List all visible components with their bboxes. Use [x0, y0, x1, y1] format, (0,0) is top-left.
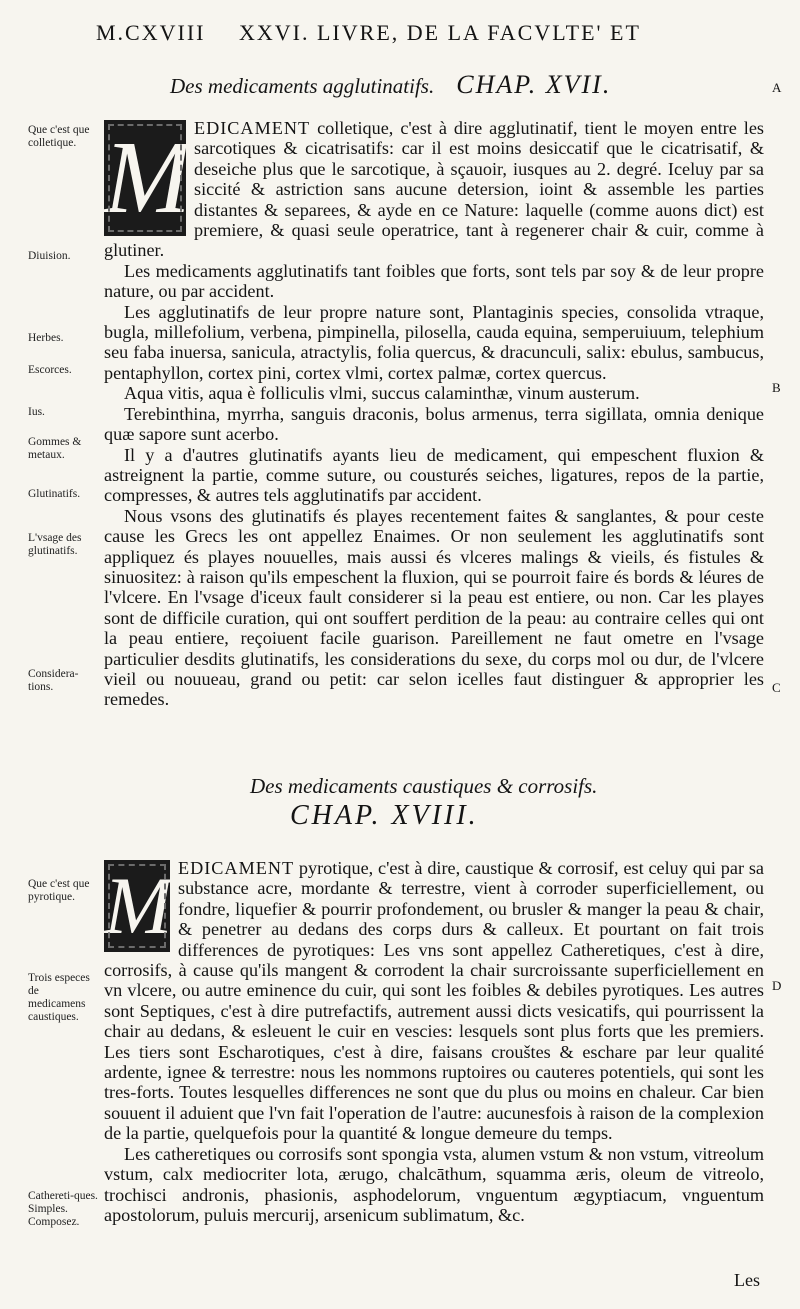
- initial-word-smallcaps: EDICAMENT: [194, 118, 311, 138]
- paragraph: [104, 858, 764, 1144]
- margin-note-considerations: Considera-tions.: [28, 668, 79, 693]
- margin-note-escorces: Escorces.: [28, 364, 72, 376]
- margin-note-pyrotique: Que c'est que pyrotique.: [28, 878, 90, 903]
- chapter-18-number: CHAP. XVIII.: [290, 800, 479, 831]
- paragraph: Nous vsons des glutinatifs és playes recentement faites & sanglantes, & pour ceste cause les Grecs les ont appellez Enaimes. Or non seulement les agglutinatifs sont appliquez és playes nouuelles, mais aussi és vlceres malings & vieils, és fistules & sinuositez: à raison qu'ils empeschent la fluxion, qui se pourroit faire és bords & léures de l'vlcere. En l'vsage d'iceux fault considerer si la peau est entiere, ou non. Car les playes sont de difficile curation, qui ont souffert perdition de la peau: au contraire celles qui ont la peau entiere, reçoiuent facile guarison. Pareillement ne faut ometre en l'vsage particulier desdits glutinatifs, les considerations du sexe, du corps mol ou dur, de l'vlcere vieil ou nouueau, grand ou petit: car selon icelles faut distinguer & approprier les remedes.: [104, 505, 764, 710]
- chapter-17-text: [104, 118, 764, 710]
- margin-note-vsage: L'vsage des glutinatifs.: [28, 532, 82, 557]
- chapter-18-text: [104, 858, 764, 1225]
- margin-note-catheretiques: Cathereti-ques. Simples. Composez.: [28, 1190, 98, 1228]
- chapter-17-number: CHAP. XVII.: [456, 70, 612, 99]
- decorated-initial-m: M: [104, 120, 191, 235]
- paragraph: Aqua vitis, aqua è folliculis vlmi, succus calaminthæ, vinum austerum.: [124, 383, 640, 404]
- running-title: XXVI. LIVRE, DE LA FACVLTE' ET: [239, 20, 641, 45]
- chapter-18-title: Des medicaments caustiques & corrosifs.: [250, 774, 598, 798]
- paragraph-text: pyrotique, c'est à dire, caustique & corrosif, est celuy qui par sa substance acre, mordante & terrestre, vient à corroder superficiellement, ou fondre, liquefier & pourrir profondement, ou brusler & manger la peau & chair, & penetrer au dedans des corps durs & calleux. Et pourtant on fait trois differences de pyrotiques: Les vns sont appellez Catheretiques, c'est à dire, corrosifs, à cause qu'ils mangent & corrodent la chair surcroissante superficiellement en vn vlcere, ou autre eminence du cuir, qui sont les foibles & debiles pyrotiques. Les autres sont Septiques, c'est à dire putrefactifs, autrement aussi dicts vesicatifs, qui pourrissent la chair au dedans, & esleuent le cuir en vescies: lesquels sont plus forts que les premiers. Les tiers sont Escharotiques, c'est à dire, faisans crouštes & eschare par leur qualité ardente, ignee & terrestre: nous les nommons ruptoires ou cauteres potentiels, qui sont les tres-forts. Toutes lesquelles differences ne sont que du plus ou moins en chaleur. Car bien souuent il aduient que l'vn fait l'operation de l'autre: aucunesfois à raison de la complexion de la partie, quelquefois pour la quantité & longue demeure du temps.: [104, 858, 764, 1144]
- margin-note-colletique: Que c'est que colletique.: [28, 124, 90, 149]
- decorated-initial-m: M: [104, 860, 173, 951]
- folio-number: M.CXVIII: [96, 20, 206, 45]
- side-letter-b: B: [772, 380, 781, 395]
- paragraph: Les medicaments agglutinatifs tant foibles que forts, sont tels par soy & de leur propre nature, ou par accident.: [104, 260, 764, 302]
- paragraph-text: colletique, c'est à dire agglutinatif, tient le moyen entre les sarcotiques & cicatrisatifs: car il est moins desiccatif que le cicatrisatif, & deseiche plus que le sarcotique, à sçauoir, iusques au 2. degré. Iceluy par sa siccité & astriction sans aucune detersion, ioint & assemble les parties distantes & separees, & ayde en ce Nature: laquelle (comme auons dict) est premiere, & quasi seule operatrice, tant à regenerer chair & cuir, comme à glutiner.: [104, 118, 764, 261]
- margin-note-glutinatifs: Glutinatifs.: [28, 488, 81, 500]
- margin-note-gommes: Gommes & metaux.: [28, 436, 82, 461]
- paragraph: Il y a d'autres glutinatifs ayants lieu de medicament, qui empeschent fluxion & astreignent la partie, comme suture, ou cousturés seiches, ligatures, repos de la partie, compresses, & autres tels agglutinatifs par accident.: [104, 444, 764, 506]
- chapter-17-heading: [170, 70, 690, 100]
- side-letter-a: A: [772, 80, 782, 95]
- margin-note-herbes: Herbes.: [28, 332, 64, 344]
- paragraph: [104, 118, 764, 261]
- side-letter-c: C: [772, 680, 781, 695]
- catchword: Les: [734, 1270, 760, 1290]
- margin-note-diuision: Diuision.: [28, 250, 71, 262]
- running-header: [96, 20, 676, 46]
- paragraph: Terebinthina, myrrha, sanguis draconis, bolus armenus, terra sigillata, omnia denique quæ sapore sunt acerbo.: [104, 403, 764, 445]
- paragraph: Les agglutinatifs de leur propre nature sont, Plantaginis species, consolida vtraque, bugla, millefolium, verbena, pimpinella, pilosella, cauda equina, semperuiuum, telephium seu faba inuersa, sanicula, atractylis, folia quercus, & dracunculi, salix: ebulus, sambucus, pentaphyllon, cortex pini, cortex vlmi, cortex palmæ, cortex quercus.: [104, 301, 764, 383]
- initial-word-smallcaps: EDICAMENT: [178, 858, 295, 878]
- side-letter-d: D: [772, 978, 782, 993]
- chapter-17-title: Des medicaments agglutinatifs.: [170, 74, 435, 98]
- chapter-18-heading: [250, 774, 770, 799]
- margin-note-trois-especes: Trois especes de medicamens caustiques.: [28, 972, 90, 1023]
- margin-note-ius: Ius.: [28, 406, 45, 418]
- paragraph: Les catheretiques ou corrosifs sont spongia vsta, alumen vstum & non vstum, vitreolum vstum, calx mediocriter lota, ærugo, chalcāthum, squamma æris, oleum de vitreolo, trochisci andronis, phasionis, asphodelorum, vnguentum ægyptiacum, vnguentum apostolorum, puluis mercurij, arsenicum sublimatum, &c.: [104, 1143, 764, 1225]
